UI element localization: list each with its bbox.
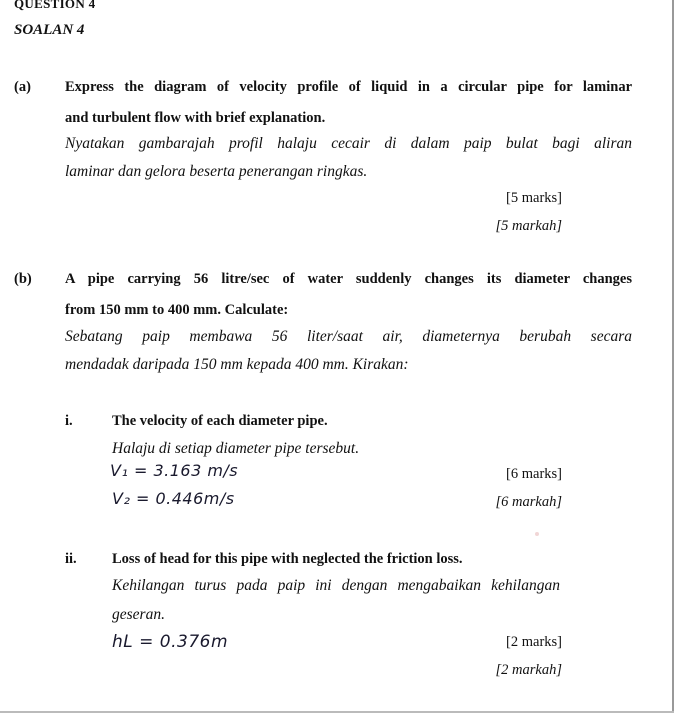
- part-a-en-line1: Express the diagram of velocity profile of liquid in a circular pipe for laminar: [65, 79, 632, 95]
- part-a-ms-line1: Nyatakan gambarajah profil halaju cecair di dalam paip bulat bagi aliran: [65, 135, 632, 152]
- part-a-markah: [5 markah]: [495, 218, 562, 234]
- part-b-ms-line2: mendadak daripada 150 mm kepada 400 mm. Kirakan:: [65, 356, 409, 373]
- sub-i-marks: [6 marks]: [506, 466, 562, 482]
- sub-ii-answer: hL = 0.376m: [112, 632, 229, 652]
- sub-i-en: The velocity of each diameter pipe.: [112, 413, 328, 429]
- part-b-en-line1: A pipe carrying 56 litre/sec of water suddenly changes its diameter changes: [65, 271, 632, 287]
- stray-mark: [535, 532, 539, 536]
- sub-ii-en: Loss of head for this pipe with neglected the friction loss.: [112, 551, 463, 567]
- sub-ii-ms-line1: Kehilangan turus pada paip ini dengan mengabaikan kehilangan: [112, 577, 560, 594]
- sub-ii-ms-line2: geseran.: [112, 606, 165, 623]
- part-a-en-line2: and turbulent flow with brief explanation.: [65, 110, 326, 126]
- part-b-ms-line1: Sebatang paip membawa 56 liter/saat air, diameternya berubah secara: [65, 328, 632, 345]
- sub-ii-markah: [2 markah]: [495, 662, 562, 678]
- part-a-ms-line2: laminar dan gelora beserta penerangan ringkas.: [65, 163, 368, 180]
- sub-i-answer-v1: V₁ = 3.163 m/s: [110, 461, 239, 480]
- sub-ii-label: ii.: [65, 551, 77, 567]
- part-a-label: (a): [14, 79, 31, 95]
- sub-i-ms: Halaju di setiap diameter pipe tersebut.: [112, 440, 360, 457]
- question-header: QUESTION 4: [14, 0, 96, 11]
- sub-i-answer-v2: V₂ = 0.446m/s: [112, 489, 235, 508]
- sub-i-markah: [6 markah]: [495, 494, 562, 510]
- sub-ii-marks: [2 marks]: [506, 634, 562, 650]
- part-a-marks: [5 marks]: [506, 190, 562, 206]
- part-b-en-line2: from 150 mm to 400 mm. Calculate:: [65, 302, 289, 318]
- part-b-label: (b): [14, 271, 32, 287]
- sub-i-label: i.: [65, 413, 73, 429]
- soalan-header: SOALAN 4: [14, 22, 85, 38]
